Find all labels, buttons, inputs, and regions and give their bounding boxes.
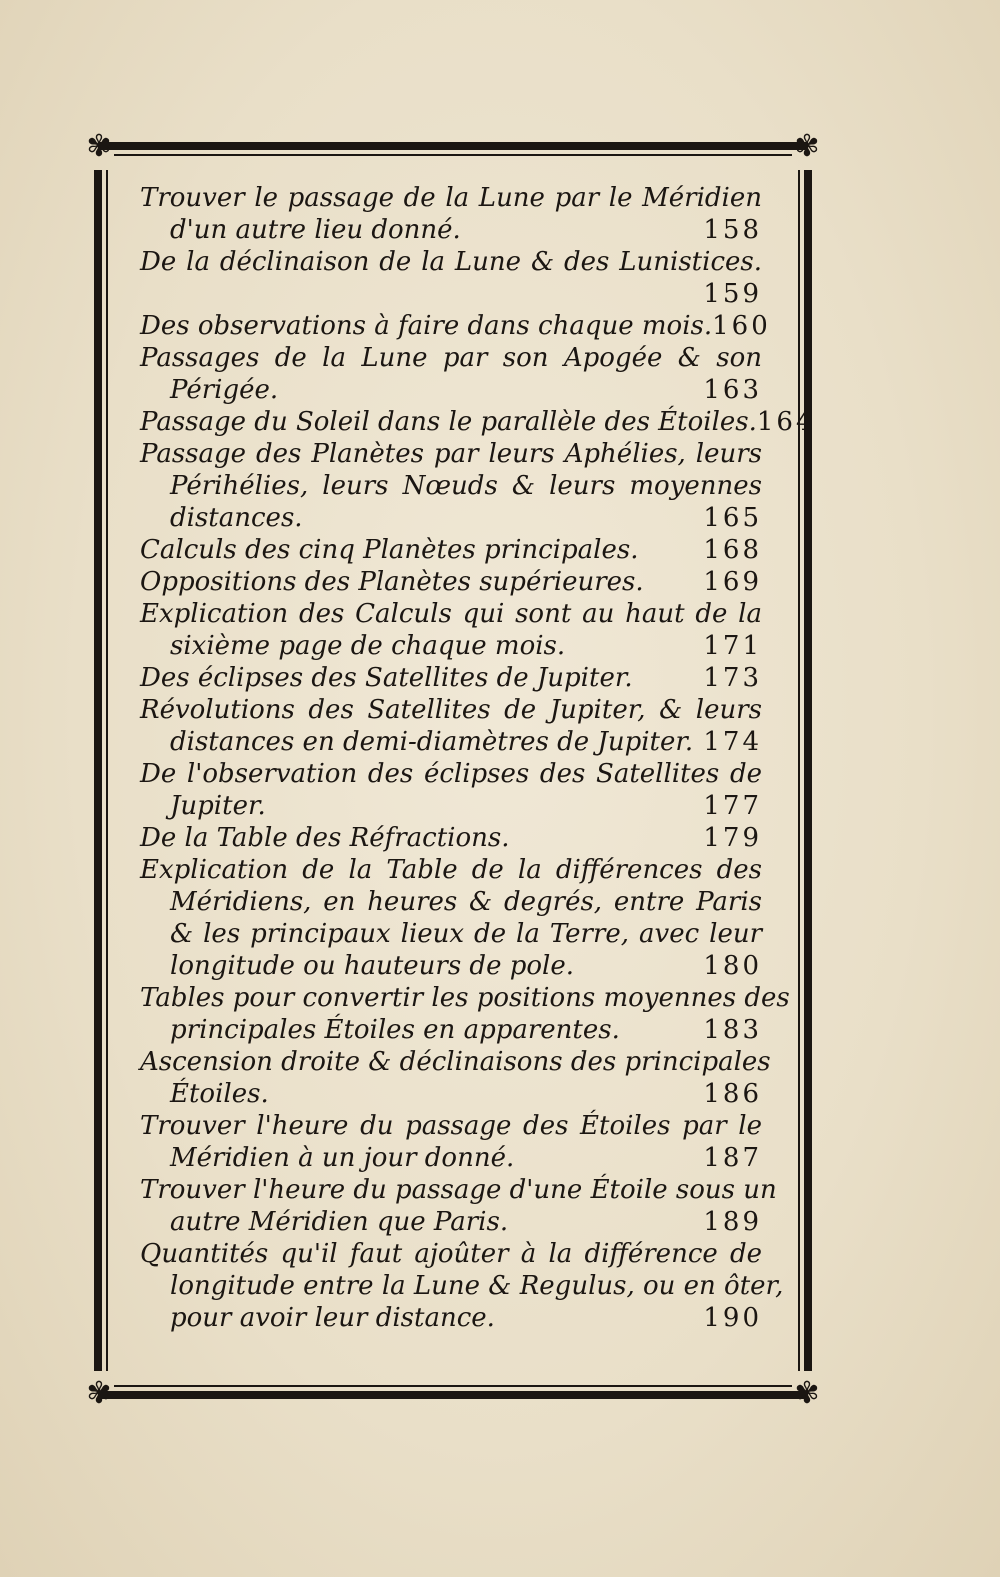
- toc-entry-text: De la Table des Réfractions.: [140, 823, 510, 853]
- toc-entry-line: [140, 534, 762, 566]
- toc-entry-line: [140, 822, 762, 854]
- toc-entry-line: [140, 790, 762, 822]
- top-rule: [100, 138, 806, 160]
- toc-entry: [140, 982, 790, 1046]
- page-border: [86, 129, 820, 1411]
- bottom-rule: [100, 1381, 806, 1403]
- toc-entry-text: distances.: [170, 503, 303, 533]
- page-number: 163: [703, 375, 762, 405]
- toc-entry-line: De l'observation des éclipses des Satellites de: [140, 759, 762, 789]
- page-number: 190: [703, 1303, 762, 1333]
- page-number: 164: [756, 407, 816, 437]
- toc-entry-line: Passages de la Lune par son Apogée & son: [140, 343, 762, 373]
- toc-entry-text: Étoiles.: [170, 1079, 269, 1109]
- toc-entry-text: Méridien à un jour donné.: [170, 1143, 515, 1173]
- toc-entry: [140, 246, 762, 310]
- page-number: 168: [703, 535, 762, 565]
- toc-entry: [140, 598, 762, 662]
- toc-entry-line: [140, 726, 762, 758]
- toc-entry: [140, 310, 771, 342]
- toc-entry-line: Révolutions des Satellites de Jupiter, & leurs: [140, 695, 762, 725]
- toc-entry: [140, 406, 816, 438]
- toc-entry-text: Périgée.: [170, 375, 279, 405]
- toc-entry: [140, 1238, 784, 1334]
- page-number: 158: [703, 215, 762, 245]
- toc-entry: [140, 1110, 762, 1174]
- toc-entry-line: [140, 662, 762, 694]
- toc-entry-line: Trouver l'heure du passage d'une Étoile sous un: [140, 1175, 777, 1205]
- toc-entry: [140, 758, 762, 822]
- toc-entry-line: [140, 1206, 762, 1238]
- toc-entry: [140, 1046, 771, 1110]
- toc-entry-line: [140, 566, 762, 598]
- corner-ornament-icon: ✾: [794, 129, 820, 164]
- toc-entry-line: Ascension droite & déclinaisons des principales: [140, 1047, 771, 1077]
- toc-entry: [140, 662, 762, 694]
- corner-ornament-icon: ✾: [86, 1376, 112, 1411]
- toc-entry: [140, 566, 762, 598]
- toc-entry-line: Explication des Calculs qui sont au haut de la: [140, 599, 762, 629]
- toc-entry-text: Passage du Soleil dans le parallèle des Étoiles.: [140, 407, 757, 437]
- toc-entry-line: De la déclinaison de la Lune & des Lunistices.: [140, 247, 762, 277]
- page-number: 169: [703, 567, 762, 597]
- toc-entry-line: [140, 950, 762, 982]
- toc-entry-line: [140, 1078, 762, 1110]
- page-number: 160: [712, 311, 771, 341]
- toc-entry-line: Périhélies, leurs Nœuds & leurs moyennes: [170, 471, 762, 501]
- toc-entry-line: [140, 1142, 762, 1174]
- toc-entry: [140, 694, 762, 758]
- toc-entry-text: Jupiter.: [170, 791, 266, 821]
- page-number: 189: [703, 1207, 762, 1237]
- page-number: 173: [703, 663, 762, 693]
- toc-entry-line: Tables pour convertir les positions moyennes des: [140, 983, 790, 1013]
- toc-entry-text: sixième page de chaque mois.: [170, 631, 566, 661]
- toc-entry: [140, 534, 762, 566]
- toc-entry-text: Des observations à faire dans chaque mois.: [140, 311, 713, 341]
- toc-entry: [140, 854, 762, 982]
- toc-entry-text: d'un autre lieu donné.: [170, 215, 461, 245]
- toc-entry: [140, 1174, 777, 1238]
- page-number: 186: [703, 1079, 762, 1109]
- page-number: 187: [703, 1143, 762, 1173]
- toc-entry-line: [140, 1014, 762, 1046]
- page-number: 159: [703, 279, 762, 309]
- toc-entry-line: [140, 1302, 762, 1334]
- page-number: 183: [703, 1015, 762, 1045]
- toc-entry-text: Oppositions des Planètes supérieures.: [140, 567, 644, 597]
- page-number: 174: [703, 727, 762, 757]
- toc-entry-line: & les principaux lieux de la Terre, avec leur: [170, 919, 762, 949]
- page-number: 165: [703, 503, 762, 533]
- toc-entry-line: Méridiens, en heures & degrés, entre Paris: [170, 887, 762, 917]
- toc-entry-line: [140, 310, 771, 342]
- toc-entry-line: [140, 630, 762, 662]
- toc-entry-line: Trouver l'heure du passage des Étoiles par le: [140, 1111, 762, 1141]
- table-of-contents: [140, 182, 816, 1334]
- toc-entry-line: Trouver le passage de la Lune par le Méridien: [140, 183, 762, 213]
- toc-entry-text: autre Méridien que Paris.: [170, 1207, 509, 1237]
- corner-ornament-icon: ✾: [794, 1376, 820, 1411]
- toc-entry-line: [140, 502, 762, 534]
- toc-entry-line: longitude entre la Lune & Regulus, ou en ôter,: [170, 1271, 784, 1301]
- page-number: 179: [703, 823, 762, 853]
- page-number: 177: [703, 791, 762, 821]
- toc-entry-line: [140, 214, 762, 246]
- toc-entry: [140, 438, 762, 534]
- toc-entry-line: [140, 374, 762, 406]
- toc-entry-text: longitude ou hauteurs de pole.: [170, 951, 574, 981]
- toc-entry: [140, 822, 762, 854]
- toc-entry-text: Calculs des cinq Planètes principales.: [140, 535, 639, 565]
- right-rule: [798, 170, 812, 1371]
- toc-entry-line: Explication de la Table de la différences des: [140, 855, 762, 885]
- page-number: 180: [703, 951, 762, 981]
- toc-entry-text: distances en demi-diamètres de Jupiter.: [170, 727, 694, 757]
- toc-entry-line: Passage des Planètes par leurs Aphélies, leurs: [140, 439, 762, 469]
- toc-entry-line: [140, 406, 816, 438]
- left-rule: [94, 170, 108, 1371]
- toc-entry: [140, 342, 762, 406]
- page-number: 171: [703, 631, 762, 661]
- toc-entry-text: principales Étoiles en apparentes.: [170, 1015, 620, 1045]
- toc-entry-text: pour avoir leur distance.: [170, 1303, 495, 1333]
- toc-entry-text: Des éclipses des Satellites de Jupiter.: [140, 663, 633, 693]
- toc-entry: [140, 182, 762, 246]
- toc-entry-line: Quantités qu'il faut ajoûter à la différence de: [140, 1239, 762, 1269]
- corner-ornament-icon: ✾: [86, 129, 112, 164]
